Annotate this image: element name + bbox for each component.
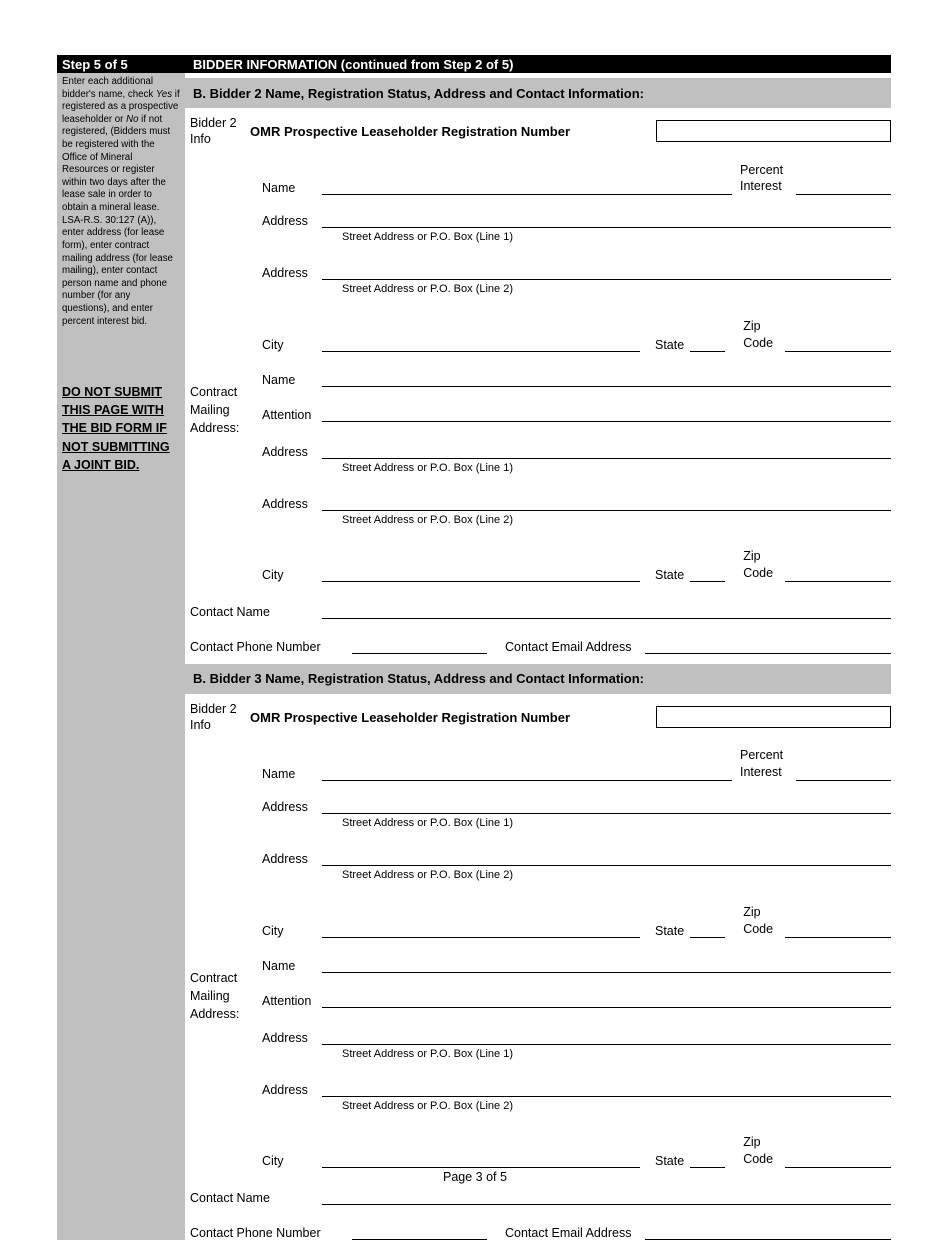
state-label: State [655,923,685,938]
bidder3-cma-address-line1-field[interactable] [322,1027,891,1045]
address-label: Address [262,1030,308,1045]
address-label: Address [262,1082,308,1097]
state-label: State [655,567,685,582]
bidder3-cma-name-field[interactable] [322,955,891,973]
bidder3-address-line1-field[interactable] [322,796,891,814]
bidder2-zip-field[interactable] [785,334,891,352]
bidder2-address-line2-field[interactable] [322,262,891,280]
address-label: Address [262,445,308,459]
bidder3-contact-name-field[interactable] [322,1187,891,1205]
street-line2-caption: Street Address or P.O. Box (Line 2) [342,283,513,296]
contact-name-label: Contact Name [190,1190,270,1205]
bidder3-cma-city-field[interactable] [322,1150,640,1168]
city-label: City [262,567,284,582]
city-label: City [262,1153,284,1168]
bidder2-percent-interest-field[interactable] [796,177,891,195]
bidder2-contact-phone-field[interactable] [352,636,487,654]
page-number: Page 3 of 5 [443,1170,507,1184]
bidder3-cma-address-line2-field[interactable] [322,1079,891,1097]
attention-label: Attention [262,993,312,1008]
street-line2-caption: Street Address or P.O. Box (Line 2) [342,1099,513,1112]
name-label: Name [262,767,296,781]
bidder2-cma-attention-field[interactable] [322,404,891,422]
address-label: Address [262,497,308,511]
bidder-info-label: Bidder 2 Info [190,701,237,732]
bidder2-contact-name-field[interactable] [322,601,891,619]
address-label: Address [262,852,308,866]
zip-code-label: Zip Code [743,1134,774,1166]
section-title: B. Bidder 2 Name, Registration Status, Address and Contact Information: [193,85,644,101]
address-label: Address [262,800,308,814]
bidder2-cma-state-field[interactable] [690,564,725,582]
bidder3-cma-attention-field[interactable] [322,990,891,1008]
instructions-sidebar [57,73,185,1240]
bidder3-omr-registration-number-input[interactable] [656,706,891,728]
bidder2-cma-city-field[interactable] [322,564,640,582]
percent-interest-label: Percent Interest [740,748,784,780]
bidder2-cma-zip-field[interactable] [785,564,891,582]
step-label: Step 5 of 5 [62,56,128,72]
bidder2-contact-email-field[interactable] [645,636,891,654]
name-label: Name [262,181,296,196]
bidder-3-section [185,664,891,1240]
street-line1-caption: Street Address or P.O. Box (Line 1) [342,462,513,474]
contact-phone-label: Contact Phone Number [190,1225,321,1240]
no-word: No [126,113,139,125]
page-title: BIDDER INFORMATION (continued from Step 2 of 5) [193,56,514,72]
bidder2-cma-name-field[interactable] [322,369,891,387]
percent-interest-label: Percent Interest [740,162,784,194]
state-label: State [655,338,685,352]
street-line2-caption: Street Address or P.O. Box (Line 2) [342,514,513,526]
bidder3-state-field[interactable] [690,920,725,938]
bidder3-zip-field[interactable] [785,920,891,938]
street-line1-caption: Street Address or P.O. Box (Line 1) [342,817,513,829]
contract-mailing-address-label: Contract Mailing Address: [190,385,240,436]
yes-word: Yes [155,88,173,100]
bidder2-omr-registration-number-input[interactable] [656,120,891,142]
bidder2-state-field[interactable] [690,334,725,352]
instructions-text: if registered as a prospective leaseholder or [62,88,180,125]
omr-label: OMR Prospective Leaseholder Registration Number [250,123,571,139]
bidder3-cma-zip-field[interactable] [785,1150,891,1168]
state-label: State [655,1153,685,1168]
bidder2-cma-address-line1-field[interactable] [322,441,891,459]
zip-code-label: Zip Code [743,319,774,351]
joint-bid-warning: DO NOT SUBMIT THIS PAGE WITH THE BID FORM IF NOT SUBMITTING A JOINT BID. [62,385,170,472]
name-label: Name [262,958,296,973]
contact-email-label: Contact Email Address [505,639,632,654]
street-line2-caption: Street Address or P.O. Box (Line 2) [342,869,513,881]
bidder-info-label: Bidder 2 Info [190,116,237,147]
bidder2-city-field[interactable] [322,334,640,352]
instructions-text: if not registered, (Bidders must be registered with the Office of Mineral Resources or register within two days after the lease sale in order to obtain a mineral lease. LSA-R.S. 30:127 (A)), enter address (for lease form), enter contract mailing address (for lease mailing), enter contact person name and phone number (for any questions), and enter percent interest bid. [62,113,173,327]
attention-label: Attention [262,408,312,422]
contact-name-label: Contact Name [190,604,270,619]
form-main [185,73,891,1240]
bidder3-address-line2-field[interactable] [322,848,891,866]
bidder3-percent-interest-field[interactable] [796,763,891,781]
bidder3-name-field[interactable] [322,763,732,781]
instructions-text: Enter each additional bidder's name, check [62,76,156,100]
city-label: City [262,338,284,352]
bidder-2-section [185,78,891,654]
street-line1-caption: Street Address or P.O. Box (Line 1) [342,231,513,244]
form-body [57,55,891,1240]
top-header-bar [57,55,891,73]
address-label: Address [262,214,308,229]
city-label: City [262,923,284,938]
name-label: Name [262,373,296,387]
section-header-bidder-2 [185,78,891,108]
zip-code-label: Zip Code [743,549,774,580]
contact-email-label: Contact Email Address [505,1225,632,1240]
address-label: Address [262,266,308,281]
omr-label: OMR Prospective Leaseholder Registration Number [250,709,571,725]
bidder3-city-field[interactable] [322,920,640,938]
section-title: B. Bidder 3 Name, Registration Status, Address and Contact Information: [193,671,644,687]
bidder3-contact-phone-field[interactable] [352,1222,487,1240]
bidder3-cma-state-field[interactable] [690,1150,725,1168]
bidder3-contact-email-field[interactable] [645,1222,891,1240]
bidder2-name-field[interactable] [322,177,732,195]
zip-code-label: Zip Code [743,905,774,936]
contact-phone-label: Contact Phone Number [190,639,321,654]
contract-mailing-address-block [185,369,891,582]
sidebar-instructions [62,76,180,328]
bidder2-address-line1-field[interactable] [322,210,891,228]
section-header-bidder-3 [185,664,891,694]
contract-mailing-address-block [185,955,891,1168]
contract-mailing-address-label: Contract Mailing Address: [190,970,240,1021]
street-line1-caption: Street Address or P.O. Box (Line 1) [342,1047,513,1060]
bidder2-cma-address-line2-field[interactable] [322,493,891,511]
